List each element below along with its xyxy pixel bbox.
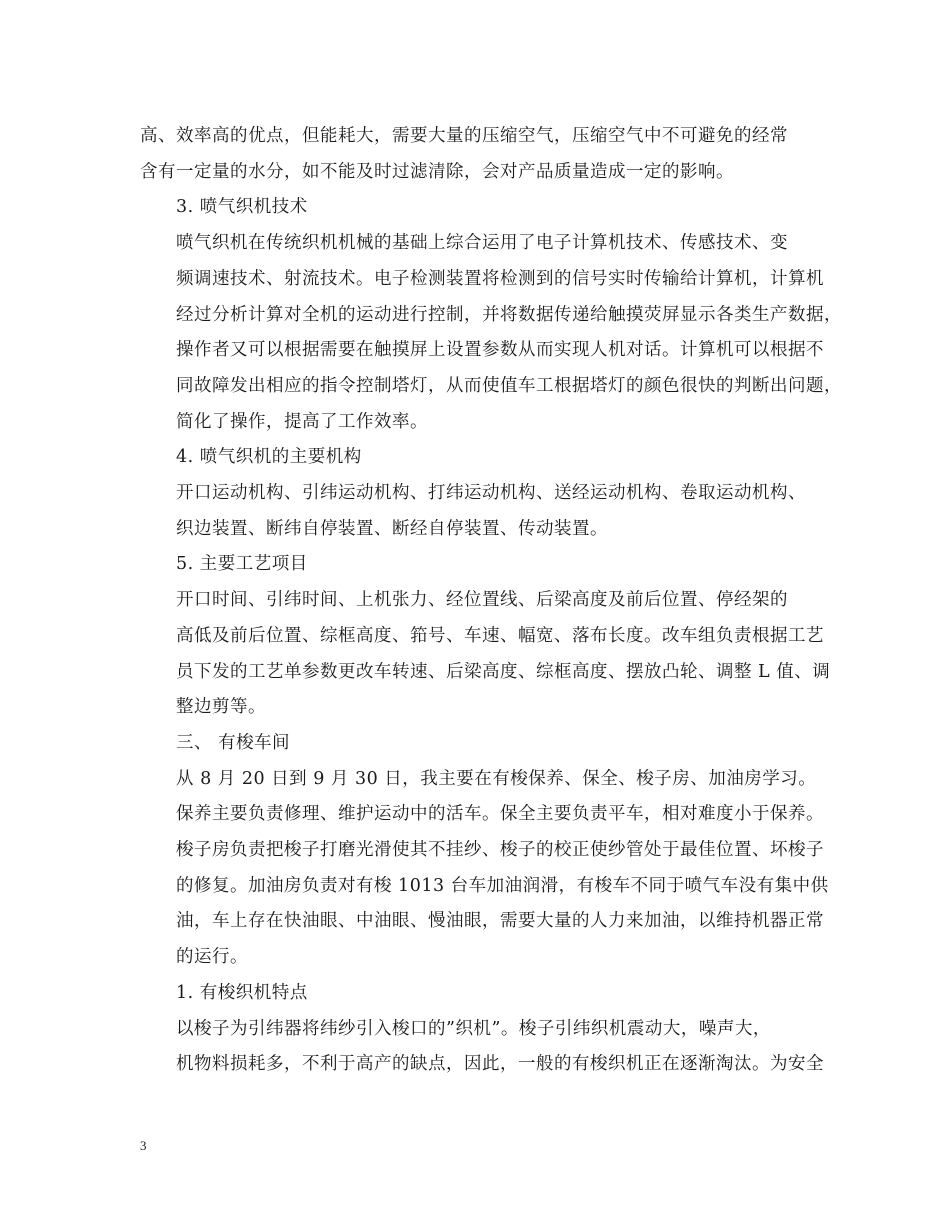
body-paragraph [140,476,820,547]
section-heading [140,190,820,226]
text-line: 油，车上存在快油眼、中油眼、慢油眼，需要大量的人力来加油，以维持机器正常 [176,911,824,932]
text-line: 经过分析计算对全机的运动进行控制，并将数据传递给触摸荧屏显示各类生产数据， [176,304,842,325]
section-heading [140,440,820,476]
text-line: 频调速技术、射流技术。电子检测装置将检测到的信号实时传输给计算机，计算机 [176,268,824,289]
text-line: 4. 喷气织机的主要机构 [176,447,362,468]
text-line: 员下发的工艺单参数更改车转速、后梁高度、综框高度、摆放凸轮、调整 L 值、调 [176,661,831,682]
text-line: 简化了操作，提高了工作效率。 [176,411,428,432]
page-number: 3 [140,1138,147,1153]
body-paragraph [140,119,820,190]
section-heading [140,976,820,1012]
text-line: 开口运动机构、引纬运动机构、打纬运动机构、送经运动机构、卷取运动机构、 [176,483,806,504]
text-line: 的运行。 [176,947,248,968]
text-line: 1. 有梭织机特点 [176,982,308,1003]
text-line: 高、效率高的优点，但能耗大，需要大量的压缩空气，压缩空气中不可避免的经常 [140,126,788,146]
text-line: 5. 主要工艺项目 [176,554,308,575]
text-line: 含有一定量的水分，如不能及时过滤清除，会对产品质量造成一定的影响。 [140,161,734,182]
text-line: 保养主要负责修理、维护运动中的活车。保全主要负责平车，相对难度小于保养。 [176,804,824,825]
text-line: 3. 喷气织机技术 [176,197,308,218]
text-line: 喷气织机在传统织机机械的基础上综合运用了电子计算机技术、传感技术、变 [176,233,788,254]
text-line: 高低及前后位置、综框高度、筘号、车速、幅宽、落布长度。改车组负责根据工艺 [176,625,824,646]
text-line: 整边剪等。 [176,697,266,718]
document-body [140,119,842,1083]
text-line: 织边装置、断纬自停装置、断经自停装置、传动装置。 [176,518,608,539]
text-line: 操作者又可以根据需要在触摸屏上设置参数从而实现人机对话。计算机可以根据不 [176,340,824,361]
text-line: 开口时间、引纬时间、上机张力、经位置线、后梁高度及前后位置、停经架的 [176,590,788,611]
text-line: 三、 有梭车间 [176,732,291,753]
text-line: 梭子房负责把梭子打磨光滑使其不挂纱、梭子的校正使纱管处于最佳位置、坏梭子 [176,840,824,861]
body-paragraph [140,762,829,976]
section-heading [140,726,820,762]
body-paragraph [140,1012,824,1083]
body-paragraph [140,226,842,440]
text-line: 从 8 月 20 日到 9 月 30 日，我主要在有梭保养、保全、梭子房、加油房学习。 [176,768,817,789]
body-paragraph [140,583,831,726]
text-line: 同故障发出相应的指令控制塔灯，从而使值车工根据塔灯的颜色很快的判断出问题， [176,375,842,396]
text-line: 机物料损耗多，不利于高产的缺点，因此，一般的有梭织机正在逐渐淘汰。为安全 [176,1054,824,1075]
section-heading [140,547,820,583]
text-line: 的修复。加油房负责对有梭 1013 台车加油润滑，有梭车不同于喷气车没有集中供 [176,875,829,896]
text-line: 以梭子为引纬器将纬纱引入梭口的”织机”。梭子引纬织机震动大，噪声大， [176,1018,771,1039]
